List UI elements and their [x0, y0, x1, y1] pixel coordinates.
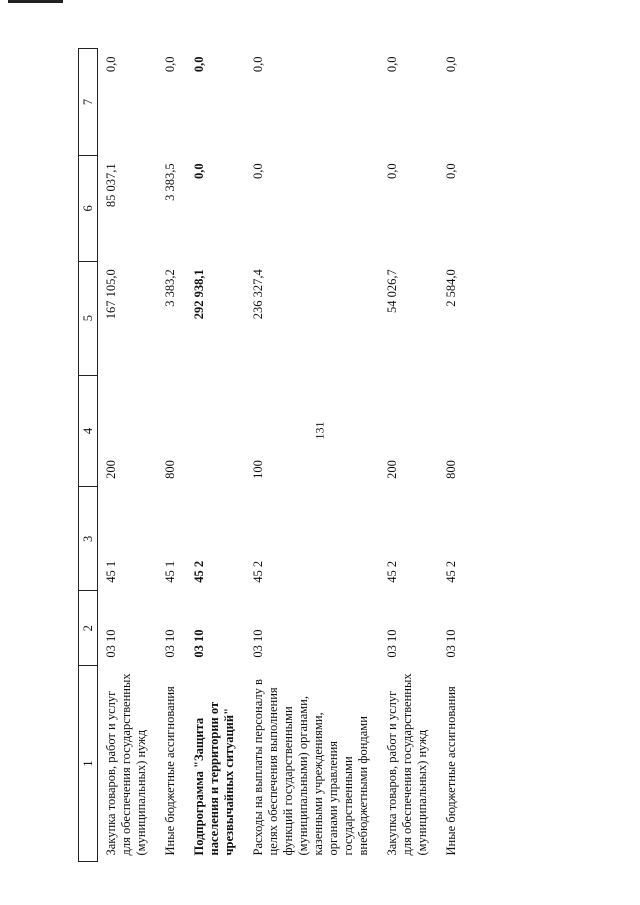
row-value-5: 292 938,1 [192, 269, 206, 320]
table-row [251, 49, 385, 862]
row-value-7: 0,0 [251, 56, 265, 73]
row-section: 03 10 [444, 629, 458, 658]
row-name: Подпрограмма "Защита населения и территории от чрезвычайных ситуаций" [192, 701, 236, 856]
header-row [79, 49, 98, 862]
row-name: Иные бюджетные ассигнования [444, 686, 458, 856]
row-program: 45 2 [385, 560, 399, 583]
row-program: 45 1 [163, 560, 177, 583]
row-value-5: 3 383,2 [163, 269, 177, 307]
row-section: 03 10 [163, 629, 177, 658]
row-type: 800 [444, 460, 458, 479]
row-value-5: 167 105,0 [104, 269, 118, 320]
col-header-4: 4 [79, 375, 98, 487]
row-value-6: 85 037,1 [104, 163, 118, 208]
row-type: 200 [385, 460, 399, 479]
row-type: 100 [251, 460, 265, 479]
table-row [98, 49, 164, 862]
row-name: Расходы на выплаты персоналу в целях обеспечения выполнения функций государственными (муниципальными) органами, казенными учреждениями, органами управления государственными внебюджетными фондами [251, 679, 370, 856]
budget-table-rotated [78, 48, 608, 862]
table-row [163, 49, 192, 862]
row-name: Иные бюджетные ассигнования [163, 686, 177, 856]
row-program: 45 2 [192, 560, 206, 583]
row-name: Закупка товаров, работ и услуг для обеспечения государственных (муниципальных) нужд [385, 673, 429, 856]
row-value-6: 0,0 [251, 163, 265, 180]
row-value-6: 0,0 [444, 163, 458, 180]
row-section: 03 10 [104, 629, 118, 658]
row-type: 200 [104, 460, 118, 479]
row-program: 45 2 [251, 560, 265, 583]
col-header-7: 7 [79, 49, 98, 156]
row-value-6: 0,0 [192, 163, 206, 180]
row-value-7: 0,0 [385, 56, 399, 73]
row-value-6: 0,0 [385, 163, 399, 180]
col-header-6: 6 [79, 155, 98, 261]
row-value-7: 0,0 [104, 56, 118, 73]
row-type: 800 [163, 460, 177, 479]
col-header-1: 1 [79, 666, 98, 862]
row-type [192, 375, 251, 487]
top-rule [8, 0, 63, 3]
row-value-5: 2 584,0 [444, 269, 458, 307]
row-program: 45 1 [104, 560, 118, 583]
page-number-text: 131 [312, 421, 327, 440]
table-row [385, 49, 444, 862]
row-value-5: 54 026,7 [385, 269, 399, 313]
row-name: Закупка товаров, работ и услуг для обеспечения государственных (муниципальных) нужд [104, 673, 148, 856]
row-section: 03 10 [385, 629, 399, 658]
budget-table [78, 48, 473, 862]
row-value-6: 3 383,5 [163, 163, 177, 201]
row-value-7: 0,0 [163, 56, 177, 73]
col-header-5: 5 [79, 261, 98, 375]
col-header-2: 2 [79, 591, 98, 666]
row-section: 03 10 [192, 629, 206, 658]
col-header-3: 3 [79, 487, 98, 591]
table-row-subprogram [192, 49, 251, 862]
row-section: 03 10 [251, 629, 265, 658]
row-program: 45 2 [444, 560, 458, 583]
row-value-7: 0,0 [444, 56, 458, 73]
row-value-5: 236 327,4 [251, 269, 265, 320]
row-value-7: 0,0 [192, 56, 206, 73]
table-row [444, 49, 473, 862]
